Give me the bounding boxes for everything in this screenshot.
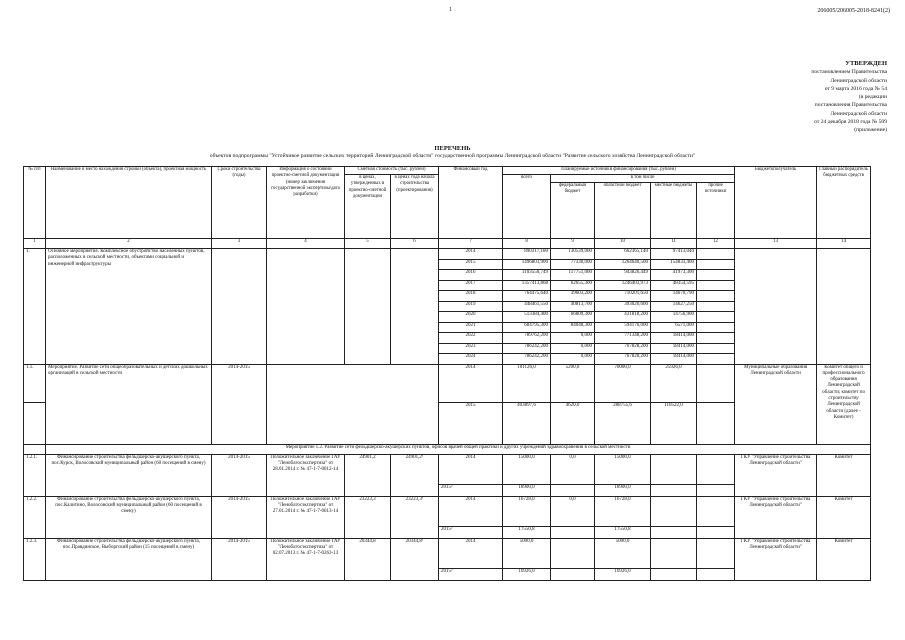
row-manager: Комитет xyxy=(817,496,871,538)
row-reg: 15000,0 xyxy=(595,454,651,484)
row-loc: 18414,000 xyxy=(651,354,697,365)
row-year: 2021 xyxy=(439,322,503,333)
row-loc: 18414,000 xyxy=(651,343,697,354)
row-terms: 2014-2015 xyxy=(212,496,267,538)
row-total: 448461,550 xyxy=(503,301,551,312)
row-fed: 0,000 xyxy=(551,343,595,354)
row-recipient: ГКУ "Управление строительства Ленинградской области" xyxy=(735,496,817,538)
row-total: 16926,0 xyxy=(503,568,551,580)
row-fed: 66809,300 xyxy=(551,312,595,323)
row-year: 2014 xyxy=(439,496,503,526)
colnum: 9 xyxy=(551,239,595,249)
row-cost-approved: 24901,2 xyxy=(345,454,391,496)
row-year: 2014 xyxy=(439,538,503,568)
row-reg: 710201,650 xyxy=(595,291,651,302)
row-total: 513384,400 xyxy=(503,312,551,323)
row-total: 16728,0 xyxy=(503,496,551,526)
approval-line: постановления Правительства xyxy=(814,102,887,109)
row-loc: 14627,250 xyxy=(651,301,697,312)
table-row xyxy=(24,454,871,484)
row-year: 2015² xyxy=(439,568,503,580)
table-row xyxy=(24,364,871,402)
header-manager: Главный распорядитель бюджетных средств xyxy=(817,167,871,239)
document-subtitle: объектов подпрограммы "Устойчивое развитие сельских территорий Ленинградской области" государственной программы Ленинградской области "Развитие сельского хозяйства Ленинградской области" xyxy=(209,153,696,159)
row-cost-approved: 20344,8 xyxy=(345,538,391,580)
row-reg: 288755,6 xyxy=(595,402,651,444)
row-loc: 14756,900 xyxy=(651,312,697,323)
header-reg: областной бюджет xyxy=(595,183,651,239)
row-fed: 130539,000 xyxy=(551,249,595,260)
row-manager: Комитет xyxy=(817,538,871,580)
row-fed: 0,0 xyxy=(551,454,595,484)
header-oth: прочие источники xyxy=(697,183,735,239)
approval-line: Ленинградской области xyxy=(830,110,887,117)
header-num: № п/п xyxy=(24,167,46,239)
colnum: 12 xyxy=(697,239,735,249)
row-fed: 0,000 xyxy=(551,333,595,344)
row-name: Финансирование строительства фельдшерско-акушерского пункта, пос.Курск, Волосовский муниципальный район (60 посещений в смену) xyxy=(46,454,212,496)
row-loc: 6571,000 xyxy=(651,322,697,333)
page-number: 1 xyxy=(449,7,452,13)
row-year: 2014 xyxy=(439,249,503,260)
colnum: 4 xyxy=(267,239,345,249)
row-info: Положительное заключение ГАУ "Леноблгосэкспертиза" от 28.01.2014 г. № 47-1-7-0012-14 xyxy=(267,454,345,496)
row-reg: 5000,0 xyxy=(595,538,651,568)
row-total: 1496803,900 xyxy=(503,259,551,270)
row-num: 1.2.3. xyxy=(24,538,46,580)
row-total: 15000,0 xyxy=(503,454,551,484)
row-loc: 25926,0 xyxy=(651,364,697,402)
row-reg: 767828,200 xyxy=(595,354,651,365)
row-fed xyxy=(551,538,595,568)
row-fed: 84048,300 xyxy=(551,322,595,333)
row-year: 2014 xyxy=(439,454,503,484)
approval-line: от 24 декабря 2018 года № 509 xyxy=(814,119,887,126)
row-year: 2024 xyxy=(439,354,503,365)
row-terms: 2014-2015 xyxy=(212,454,267,496)
row-total: 5000,0 xyxy=(503,538,551,568)
row-terms: 2014-2015 xyxy=(212,538,267,580)
row-reg: 431818,200 xyxy=(595,312,651,323)
row-num: 1. xyxy=(24,249,46,365)
header-info: Информация о состоянии проектно-сметной документации (номер заключения государственной экспертизы/дата разработки) xyxy=(267,167,345,239)
row-total: 1103550,749 xyxy=(503,270,551,281)
row-num: 1.2.1. xyxy=(24,454,46,496)
row-info: Положительное заключение ГАУ "Леноблгосэкспертиза" от 27.01.2014 г. № 47-1-7-0013-14 xyxy=(267,496,345,538)
header-loc: местные бюджеты xyxy=(651,183,697,239)
row-reg: 943826,449 xyxy=(595,270,651,281)
approval-line: постановлением Правительства xyxy=(811,69,887,76)
row-reg: 1246403,973 xyxy=(595,280,651,291)
row-total: 403897,6 xyxy=(503,402,551,444)
header-cost: Сметная стоимость (тыс. рублей) xyxy=(345,167,439,175)
colnum: 3 xyxy=(212,239,267,249)
header-fed: федеральный бюджет xyxy=(551,183,595,239)
row-fed: 77330,000 xyxy=(551,259,595,270)
row-loc: 154833,400 xyxy=(651,259,697,270)
header-terms: Сроки строительства (годы) xyxy=(212,167,267,239)
row-recipient: Муниципальные образования Ленинградской области xyxy=(735,364,817,444)
row-fed: 4620,0 xyxy=(551,402,595,444)
approval-line: Ленинградской области xyxy=(830,77,887,84)
colnum: 1 xyxy=(24,239,46,249)
approval-head: УТВЕРЖДЕН xyxy=(845,60,887,67)
row-year: 2022 xyxy=(439,333,503,344)
row-fed: 117751,000 xyxy=(551,270,595,281)
row-year: 2017 xyxy=(439,280,503,291)
colnum: 8 xyxy=(503,239,551,249)
row-name: Финансирование строительства фельдшерско-акушерского пункта, пос.Правдинское, Выборгский район (15 посещений в смену) xyxy=(46,538,212,580)
row-recipient: ГКУ "Управление строительства Ленинградской области" xyxy=(735,454,817,496)
row-year: 2015 xyxy=(439,259,503,270)
header-planned: Планируемые источники финансирования (тыс. рублей) xyxy=(503,167,735,175)
row-reg: 393020,600 xyxy=(595,301,651,312)
row-year: 2019 xyxy=(439,301,503,312)
row-fed: 39603,200 xyxy=(551,291,595,302)
row-loc: 41973,300 xyxy=(651,270,697,281)
row-cost-approved: 23223,3 xyxy=(345,496,391,538)
row-name: Основное мероприятие. Комплексное обустройство населенных пунктов, расположенных в сельской местности, объектами социальной и инженерной инфраструктуры xyxy=(46,249,212,365)
header-recipient: Бюджетополучатель xyxy=(735,167,817,239)
row-recipient: ГКУ "Управление строительства Ленинградской области" xyxy=(735,538,817,580)
row-loc: 14670,790 xyxy=(651,291,697,302)
colnum: 7 xyxy=(439,239,503,249)
colnum: 14 xyxy=(817,239,871,249)
row-year: 2023 xyxy=(439,343,503,354)
row-reg: 16728,0 xyxy=(595,496,651,526)
document-id: 206005/206005-2018-8241(2) xyxy=(817,8,890,14)
row-fed: 0,000 xyxy=(551,354,595,365)
row-total: 101126,0 xyxy=(503,364,551,402)
row-reg: 18900,0 xyxy=(595,484,651,496)
row-reg: 1264640,500 xyxy=(595,259,651,270)
row-loc: 110522,0 xyxy=(651,402,697,444)
row-year: 2015² xyxy=(439,484,503,496)
colnum: 6 xyxy=(391,239,439,249)
row-total: 1357413,868 xyxy=(503,280,551,291)
row-year: 2014 xyxy=(439,364,503,402)
row-terms: 2014-2015 xyxy=(212,364,267,444)
header-incl: в том числе xyxy=(551,175,735,183)
table-row xyxy=(24,496,871,526)
row-loc: 48354,595 xyxy=(651,280,697,291)
row-name: Финансирование строительства фельдшерско-акушерского пункта, пос.Калитино, Волосовский муниципальный район (60 посещений в смену) xyxy=(46,496,212,538)
row-fed: 5200,0 xyxy=(551,364,595,402)
row-num: 1.1. xyxy=(24,364,46,402)
header-year: Финансовый год xyxy=(439,167,503,239)
row-total: 786242,200 xyxy=(503,343,551,354)
row-year: 2018 xyxy=(439,291,503,302)
header-total: всего xyxy=(503,175,551,239)
row-cost-start: 23223,3¹ xyxy=(391,496,439,538)
row-year: 2015 xyxy=(439,402,503,444)
colnum: 2 xyxy=(46,239,212,249)
approval-line: (приложение) xyxy=(854,127,887,134)
row-cost-start: 20344,8¹ xyxy=(391,538,439,580)
row-loc: 18414,000 xyxy=(651,333,697,344)
row-manager: Комитет общего и профессионального образования Ленинградской области; комитет по строительству Ленинградской области (далее - Комитет) xyxy=(817,364,871,444)
row-fed: 40813,700 xyxy=(551,301,595,312)
row-cost-start: 24901,2¹ xyxy=(391,454,439,496)
colnum: 13 xyxy=(735,239,817,249)
row-total: 684795,300 xyxy=(503,322,551,333)
colnum: 10 xyxy=(595,239,651,249)
colnum: 5 xyxy=(345,239,391,249)
row-num: 1.2.2. xyxy=(24,496,46,538)
row-reg: 767828,200 xyxy=(595,343,651,354)
row-total: 789762,200 xyxy=(503,333,551,344)
row-year: 2020 xyxy=(439,312,503,323)
table-row xyxy=(24,538,871,568)
approval-line: от 9 марта 2016 года № 54 xyxy=(824,85,887,92)
row-total: 18900,0 xyxy=(503,484,551,496)
approval-line: (в редакции xyxy=(858,94,887,101)
row-total: 764475,640 xyxy=(503,291,551,302)
approval-block xyxy=(737,60,887,135)
row-manager: Комитет xyxy=(817,454,871,496)
header-cost-start: в ценах года начала строительства (проектирования) xyxy=(391,175,439,239)
row-total: 17550,8 xyxy=(503,526,551,538)
row-reg: 771348,200 xyxy=(595,333,651,344)
row-reg: 594176,000 xyxy=(595,322,651,333)
row-fed: 62655,300 xyxy=(551,280,595,291)
table-row xyxy=(24,249,871,260)
row-year: 2016 xyxy=(439,270,503,281)
row-reg: 16926,0 xyxy=(595,568,651,580)
section-heading: Мероприятие 1.2. Развитие сети фельдшерско-акушерских пунктов, офисов врачей общей практики и других учреждений здравоохранения в сельской местности xyxy=(46,444,871,454)
row-reg: 70000,0 xyxy=(595,364,651,402)
objects-table xyxy=(23,166,871,581)
row-loc: 97413,040 xyxy=(651,249,697,260)
row-reg: 17550,8 xyxy=(595,526,651,538)
row-total: 890317,180 xyxy=(503,249,551,260)
row-info: Положительное заключение ГАУ "Леноблгосэкспертиза" от 02.07.2013 г. № 47-1-7-0263-13 xyxy=(267,538,345,580)
row-total: 786242,200 xyxy=(503,354,551,365)
row-year: 2015² xyxy=(439,526,503,538)
document-title: ПЕРЕЧЕНЬ xyxy=(434,145,471,152)
row-name: Мероприятие. Развитие сети общеобразовательных и детских дошкольных организаций в сельской местности xyxy=(46,364,212,444)
colnum: 11 xyxy=(651,239,697,249)
row-fed: 0,0 xyxy=(551,496,595,526)
header-name: Наименование и место нахождения стройки (объекта), проектная мощность xyxy=(46,167,212,239)
header-cost-approved: в ценах, утвержденных в проектно-сметной документации xyxy=(345,175,391,239)
row-reg: 662365,140 xyxy=(595,249,651,260)
